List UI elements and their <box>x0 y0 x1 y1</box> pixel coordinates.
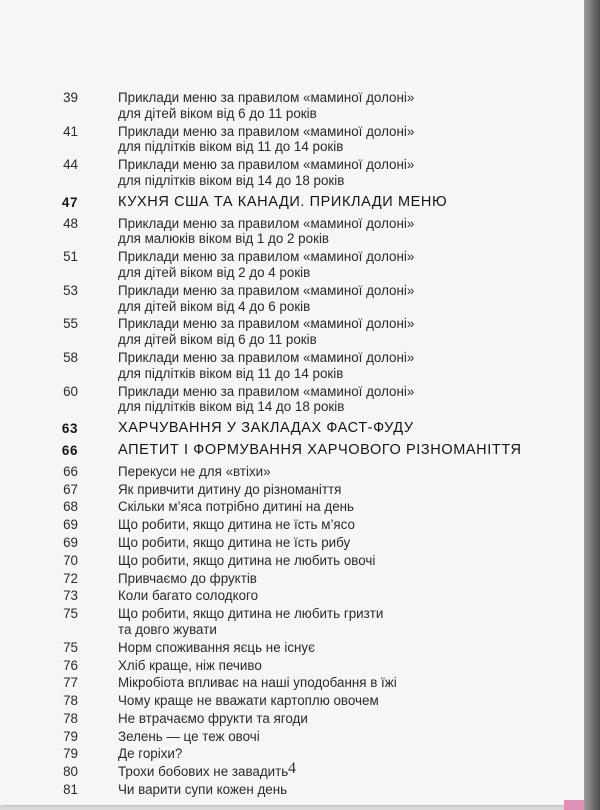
toc-page-number: 79 <box>63 728 78 744</box>
toc-title: Приклади меню за правилом «маминої долоні» <box>118 282 415 298</box>
toc-page-number: 67 <box>63 481 78 497</box>
toc-entry <box>0 384 584 400</box>
toc-page-number <box>0 231 118 247</box>
toc-page-number: 69 <box>63 517 78 533</box>
toc-title: Як привчити дитину до різноманіття <box>118 481 342 497</box>
toc-page-number <box>0 332 118 348</box>
toc-page-number <box>0 173 118 189</box>
toc-title: Чому краще не вважати картоплю овочем <box>118 693 379 709</box>
toc-title: Перекуси не для «втіхи» <box>118 463 271 479</box>
toc-entry <box>0 124 584 140</box>
toc-page-number: 55 <box>63 316 78 332</box>
toc-entry <box>0 173 584 189</box>
toc-page-number <box>0 139 118 155</box>
toc-title: КУХНЯ США ТА КАНАДИ. ПРИКЛАДИ МЕНЮ <box>118 193 448 210</box>
toc-page-number <box>0 265 118 281</box>
toc-entry <box>0 216 584 232</box>
table-of-contents <box>0 90 584 798</box>
toc-entry <box>0 606 584 622</box>
toc-page-number: 68 <box>63 499 78 515</box>
toc-entry <box>0 231 584 247</box>
toc-title: Хліб краще, ніж печиво <box>118 657 262 673</box>
toc-entry <box>0 332 584 348</box>
toc-entry <box>0 658 584 674</box>
toc-title: Коли багато солодкого <box>118 588 259 604</box>
toc-page-number <box>0 399 118 415</box>
toc-page-number <box>0 622 118 638</box>
toc-page-number: 51 <box>63 249 78 265</box>
toc-entry <box>0 711 584 727</box>
toc-entry <box>0 316 584 332</box>
toc-title: Зелень — це теж овочі <box>118 728 260 744</box>
toc-entry <box>0 366 584 382</box>
toc-title: Скільки м’яса потрібно дитині на день <box>118 499 355 515</box>
page-number: 4 <box>288 760 296 777</box>
toc-page-number: 78 <box>63 710 78 726</box>
toc-page-number: 76 <box>63 657 78 673</box>
toc-title: для дітей віком від 4 до 6 років <box>118 298 311 314</box>
toc-page-number: 73 <box>63 588 78 604</box>
toc-page-number: 72 <box>63 570 78 586</box>
toc-entry <box>0 283 584 299</box>
toc-entry <box>0 399 584 415</box>
toc-heading <box>0 421 584 437</box>
toc-title: для підлітків віком від 14 до 18 років <box>118 172 345 188</box>
toc-title: Приклади меню за правилом «маминої долоні» <box>118 215 415 231</box>
toc-page-number: 79 <box>63 746 78 762</box>
toc-page-number: 81 <box>63 782 78 798</box>
toc-entry <box>0 588 584 604</box>
toc-title: Трохи бобових не завадить <box>118 764 289 780</box>
toc-title: Приклади меню за правилом «маминої долоні» <box>118 249 415 265</box>
toc-title: для дітей віком від 2 до 4 років <box>118 264 311 280</box>
toc-page-number: 77 <box>63 675 78 691</box>
toc-page-number: 66 <box>61 442 78 458</box>
toc-title: Що робити, якщо дитина не їсть м’ясо <box>118 517 355 533</box>
toc-title: Приклади меню за правилом «маминої долоні» <box>118 316 415 332</box>
toc-title: Приклади меню за правилом «маминої долоні» <box>118 157 415 173</box>
toc-entry <box>0 106 584 122</box>
toc-title: Приклади меню за правилом «маминої долоні» <box>118 123 415 139</box>
toc-entry <box>0 249 584 265</box>
toc-entry <box>0 157 584 173</box>
toc-entry <box>0 535 584 551</box>
toc-entry <box>0 265 584 281</box>
toc-title: Приклади меню за правилом «маминої долоні» <box>118 349 415 365</box>
toc-title: для підлітків віком від 11 до 14 років <box>118 365 344 381</box>
toc-page-number: 78 <box>63 693 78 709</box>
toc-page-number: 48 <box>63 215 78 231</box>
toc-page-number: 66 <box>63 463 78 479</box>
toc-title: для дітей віком від 6 до 11 років <box>118 332 317 348</box>
toc-title: для дітей віком від 6 до 11 років <box>118 105 317 121</box>
toc-page-number: 41 <box>63 123 78 139</box>
toc-page-number: 75 <box>63 606 78 622</box>
toc-entry <box>0 675 584 691</box>
toc-title: ХАРЧУВАННЯ У ЗАКЛАДАХ ФАСТ-ФУДУ <box>118 420 414 437</box>
toc-entry <box>0 139 584 155</box>
toc-heading <box>0 195 584 211</box>
toc-page-number: 58 <box>63 349 78 365</box>
toc-entry <box>0 729 584 745</box>
toc-page-number: 60 <box>63 383 78 399</box>
toc-title: Де горіхи? <box>118 746 183 762</box>
toc-title: та довго жувати <box>118 621 217 637</box>
toc-page-number: 39 <box>63 90 78 105</box>
toc-title: Приклади меню за правилом «маминої долоні» <box>118 383 415 399</box>
toc-title: Привчаємо до фруктів <box>118 570 257 586</box>
toc-title: Не втрачаємо фрукти та ягоди <box>118 710 308 726</box>
cover-corner <box>564 800 584 810</box>
toc-page-number: 44 <box>63 157 78 173</box>
toc-page-number: 63 <box>61 421 78 437</box>
toc-entry <box>0 553 584 569</box>
toc-page-number <box>0 366 118 382</box>
toc-entry <box>0 640 584 656</box>
toc-entry <box>0 571 584 587</box>
toc-entry <box>0 90 584 106</box>
toc-page-number: 80 <box>63 764 78 780</box>
toc-title: Норм споживання яєць не існує <box>118 639 315 655</box>
toc-title: Чи варити супи кожен день <box>118 782 288 798</box>
toc-page-number: 47 <box>61 194 78 210</box>
toc-title: АПЕТИТ І ФОРМУВАННЯ ХАРЧОВОГО РІЗНОМАНІТТЯ <box>118 441 522 458</box>
toc-page-number: 75 <box>63 639 78 655</box>
toc-entry <box>0 482 584 498</box>
toc-title: для підлітків віком від 14 до 18 років <box>118 399 345 415</box>
toc-title: Приклади меню за правилом «маминої долоні» <box>118 90 415 105</box>
toc-title: Що робити, якщо дитина не любить гризти <box>118 606 384 622</box>
toc-entry <box>0 622 584 638</box>
book-edge <box>584 0 600 810</box>
toc-entry <box>0 693 584 709</box>
toc-entry <box>0 464 584 480</box>
toc-entry <box>0 782 584 798</box>
toc-heading <box>0 443 584 459</box>
toc-page-number <box>0 106 118 122</box>
toc-page-number <box>0 299 118 315</box>
toc-title: Мікробіота впливає на наші уподобання в їжі <box>118 675 397 691</box>
toc-page-number: 53 <box>63 282 78 298</box>
toc-entry <box>0 499 584 515</box>
toc-entry <box>0 350 584 366</box>
toc-title: Що робити, якщо дитина не любить овочі <box>118 552 376 568</box>
toc-entry <box>0 517 584 533</box>
toc-page-number: 70 <box>63 552 78 568</box>
toc-title: для малюків віком від 1 до 2 років <box>118 231 330 247</box>
toc-entry <box>0 299 584 315</box>
toc-title: Що робити, якщо дитина не їсть рибу <box>118 534 351 550</box>
toc-page-number: 69 <box>63 534 78 550</box>
toc-title: для підлітків віком від 11 до 14 років <box>118 139 344 155</box>
